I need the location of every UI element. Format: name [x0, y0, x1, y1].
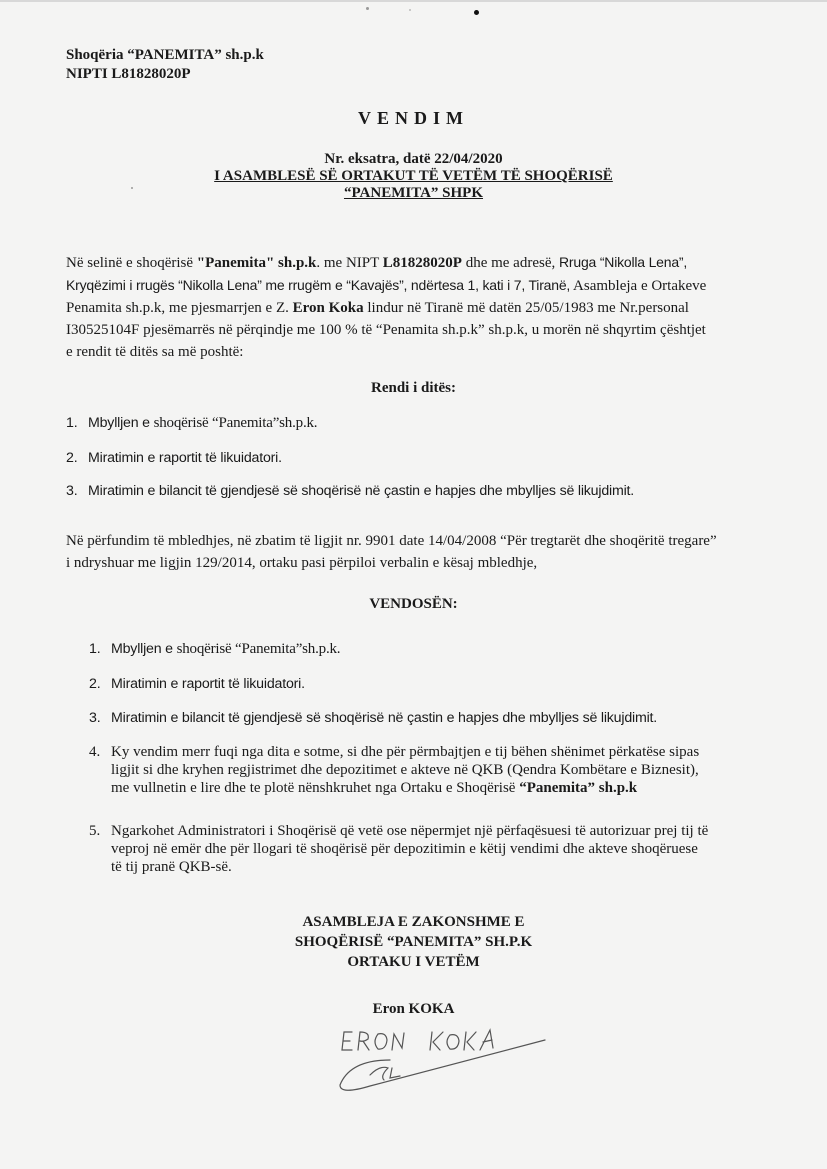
item-number: 1.	[66, 415, 78, 431]
item-text: Mbylljen e	[88, 415, 154, 431]
item-text: Miratimin e bilancit të gjendjesë së shoqërisë në çastin e hapjes dhe mbylljes së likujdimit.	[111, 710, 658, 726]
decisions-heading: VENDOSËN:	[369, 596, 458, 612]
text: i ndryshuar me ligjin 129/2014, ortaku pasi përpiloi verbalin e kësaj mbledhje,	[66, 555, 538, 571]
text: e rendit të ditës sa më poshtë:	[66, 344, 244, 360]
item-text: Miratimin e raportit të likuidatori.	[88, 450, 282, 466]
handwritten-signature	[330, 1020, 570, 1100]
scan-speck	[409, 9, 411, 11]
closing-block	[0, 912, 827, 972]
closing-line: ASAMBLEJA E ZAKONSHME E	[302, 914, 525, 930]
text: Penamita sh.p.k, me pjesmarrjen e Z.	[66, 300, 293, 316]
conclusion-paragraph	[66, 530, 766, 574]
decision-item	[89, 822, 708, 876]
decision-item	[89, 640, 340, 658]
item-text: Miratimin e raportit të likuidatori.	[111, 676, 305, 692]
item-text: veproj në emër dhe për llogari të shoqërisë për depozitimin e këtij vendimi dhe akteve shoqëruese	[111, 841, 698, 857]
item-text: shoqërisë “Panemita”sh.p.k.	[153, 415, 318, 431]
item-text: Ky vendim merr fuqi nga dita e sotme, si dhe për përmbajtjen e tij bëhen shënimet përkatëse sipas	[111, 744, 700, 760]
item-number: 2.	[89, 676, 101, 692]
scan-edge	[0, 0, 827, 2]
item-number: 1.	[89, 641, 101, 657]
assembly-title-line1: I ASAMBLESË SË ORTAKUT TË VETËM TË SHOQËRISË	[214, 168, 613, 184]
item-number: 3.	[66, 483, 78, 499]
decision-item	[89, 675, 305, 693]
item-text: Mbylljen e	[111, 641, 177, 657]
item-number: 2.	[66, 450, 78, 466]
scan-speck	[474, 10, 479, 15]
item-number: 4.	[89, 744, 101, 760]
text: lindur në Tiranë më datën 25/05/1983 me Nr.personal	[363, 300, 689, 316]
agenda-item	[66, 482, 634, 500]
agenda-item	[66, 449, 282, 467]
text: Rruga “Nikolla Lena”,	[559, 254, 688, 270]
company-header	[66, 46, 264, 84]
item-text: të tij pranë QKB-së.	[111, 859, 232, 875]
item-text: ligjit si dhe kryhen regjistrimet dhe depozitimet e akteve në QKB (Qendra Kombëtare e Biznesit),	[111, 762, 699, 778]
scan-speck	[366, 7, 369, 10]
partner-name-bold: Eron Koka	[292, 300, 364, 316]
item-text: Miratimin e bilancit të gjendjesë së shoqërisë në çastin e hapjes dhe mbylljes së likujdimit.	[88, 483, 635, 499]
closing-line: SHOQËRISË “PANEMITA” SH.P.K	[294, 934, 533, 950]
text: I30525104F pjesëmarrës në përqindje me 100 % të “Penamita sh.p.k” sh.p.k, u morën në shqyrtim çështjet	[66, 322, 706, 338]
company-nipt: NIPTI L81828020P	[66, 66, 191, 82]
item-number: 5.	[89, 823, 101, 839]
number-date: Nr. eksatra, datë 22/04/2020	[324, 151, 503, 167]
agenda-item	[66, 414, 317, 432]
closing-line: ORTAKU I VETËM	[347, 954, 480, 970]
item-text: Ngarkohet Administratori i Shoqërisë që vetë ose nëpermjet një përfaqësuesi të autorizuar prej tij të	[111, 823, 709, 839]
item-number: 3.	[89, 710, 101, 726]
item-text: me vullnetin e lire dhe te plotë nënshkruhet nga Ortaku e Shoqërisë	[111, 780, 520, 796]
decision-item	[89, 743, 699, 797]
assembly-title-line2: “PANEMITA” SHPK	[343, 185, 484, 201]
agenda-heading: Rendi i ditës:	[370, 380, 456, 396]
text: . me NIPT	[316, 255, 383, 271]
text: Në selinë e shoqërisë	[66, 255, 197, 271]
item-text: shoqërisë “Panemita”sh.p.k.	[176, 641, 341, 657]
company-name: Shoqëria “PANEMITA” sh.p.k	[66, 47, 264, 63]
text: Kryqëzimi i rrugës “Nikolla Lena” me rrugëm e “Kavajës”, ndërtesa 1, kati i 7, Tiranë,	[66, 277, 571, 293]
document-title: VENDIM	[358, 108, 469, 128]
document-subheading	[0, 151, 827, 202]
signatory-name: Eron KOKA	[372, 1001, 455, 1017]
text: Asambleja e Ortakeve	[570, 278, 707, 294]
intro-paragraph	[66, 251, 766, 363]
text: Në përfundim të mbledhjes, në zbatim të ligjit nr. 9901 date 14/04/2008 “Për tregtarët dhe shoqëritë tregare”	[66, 533, 717, 549]
decision-item	[89, 709, 657, 727]
company-name-bold: “Panemita” sh.p.k	[519, 780, 638, 796]
nipt-bold: L81828020P	[382, 255, 462, 271]
text: dhe me adresë,	[461, 255, 559, 271]
company-name-bold: "Panemita" sh.p.k	[196, 255, 317, 271]
